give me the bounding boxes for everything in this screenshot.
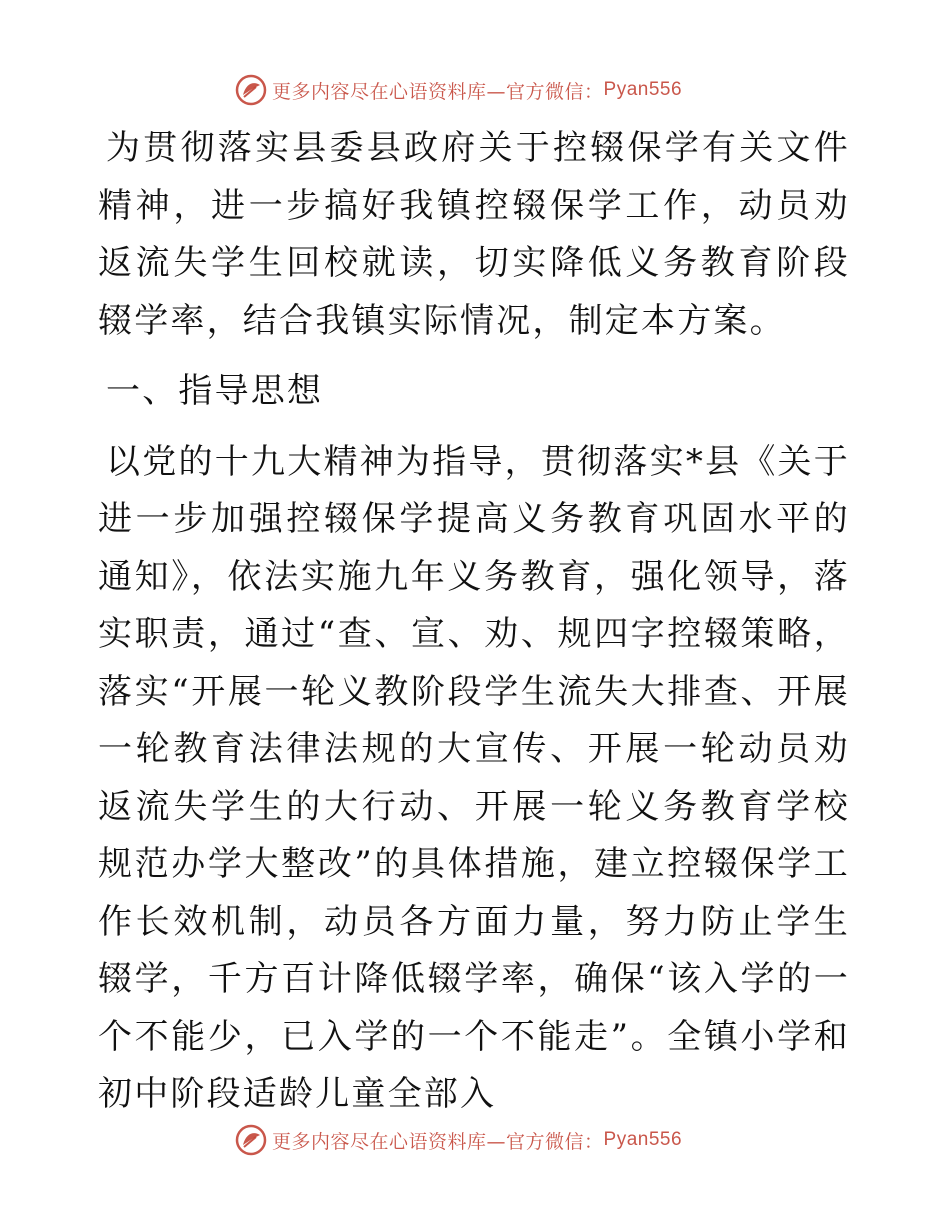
watermark-text: 更多内容尽在心语资料库—官方微信： bbox=[272, 80, 604, 103]
document-body bbox=[98, 120, 850, 1124]
watermark-logo-icon bbox=[234, 73, 268, 107]
footer-watermark bbox=[234, 1120, 714, 1160]
section-paragraph-guiding-ideology: 以党的十九大精神为指导，贯彻落实*县《关于进一步加强控辍保学提高义务教育巩固水平的通知》，依法实施九年义务教育，强化领导，落实职责，通过“查、宣、劝、规四字控辍策略，落实“开展一轮义教阶段学生流失大排查、开展一轮教育法律法规的大宣传、开展一轮动员劝返流失学生的大行动、开展一轮义务教育学校规范办学大整改”的具体措施，建立控辍保学工作长效机制，动员各方面力量，努力防止学生辍学，千方百计降低辍学率，确保“该入学的一个不能少，已入学的一个不能走”。全镇小学和初中阶段适龄儿童全部入 bbox=[98, 441, 850, 1114]
watermark-wechat-id: Pyan556 bbox=[603, 1129, 683, 1150]
section-heading-guiding-ideology: 一、指导思想 bbox=[106, 371, 324, 411]
watermark-logo-icon bbox=[234, 1123, 268, 1157]
watermark-text: 更多内容尽在心语资料库—官方微信： bbox=[272, 1130, 604, 1153]
watermark-wechat-id: Pyan556 bbox=[603, 79, 683, 100]
header-watermark bbox=[234, 70, 714, 110]
intro-paragraph: 为贯彻落实县委县政府关于控辍保学有关文件精神，进一步搞好我镇控辍保学工作，动员劝返流失学生回校就读，切实降低义务教育阶段辍学率，结合我镇实际情况，制定本方案。 bbox=[98, 128, 850, 341]
